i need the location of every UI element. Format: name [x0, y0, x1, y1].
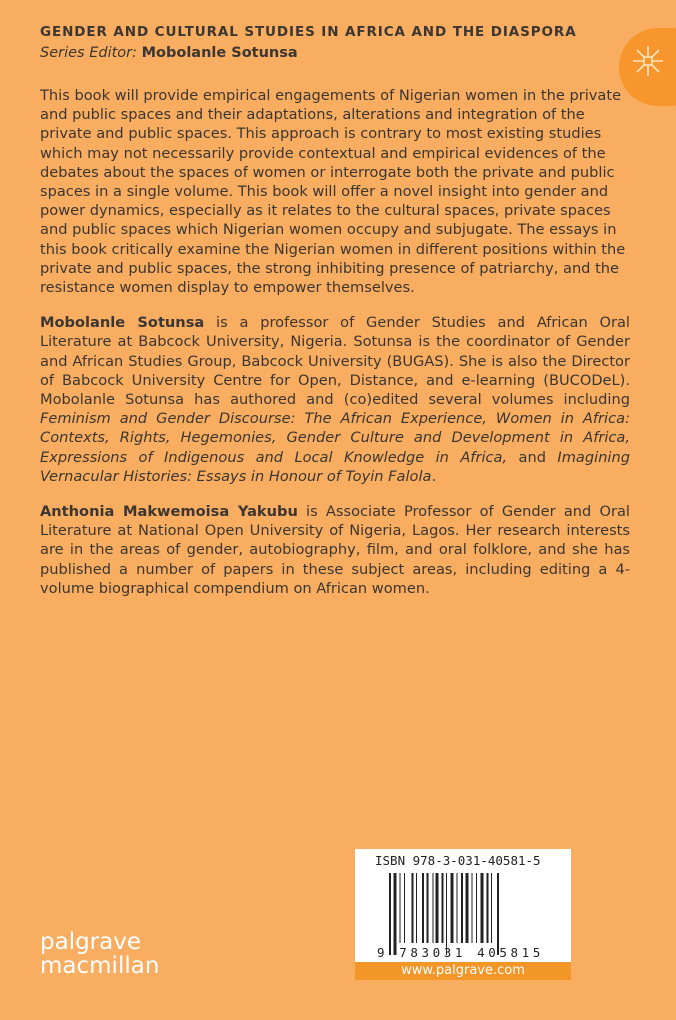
publisher-url[interactable]: www.palgrave.com — [355, 962, 571, 980]
palgrave-star-icon — [631, 44, 665, 78]
series-editor-name: Mobolanle Sotunsa — [141, 45, 298, 61]
barcode-bar — [422, 873, 424, 943]
conj: and — [507, 448, 558, 466]
bio-text: is a professor of Gender Studies and African Oral Literature at Babcock University, Nigeria. Sotunsa is the coordinator of Gender and African Studies Group, Babcock University (BUGAS). She is also the Director of Babcock University Centre for Open, Distance, and e-learning (BUCODeL). Mobolanle Sotunsa has authored and (co)edited several volumes including — [40, 314, 630, 409]
description: This book will provide empirical engagements of Nigerian women in the private and public spaces and their adaptations, alterations and integration of the private and public spaces. This approach is contrary to most existing studies which may not necessarily provide contextual and empirical evidences of the debates about the spaces of women or interrogate both the private and public spaces in a single volume. This book will offer a novel insight into gender and power dynamics, especially as it relates to the cultural spaces, private spaces and public spaces which Nigerian women occupy and subjugate. The essays in this book critically examine the Nigerian women in different positions within the private and public spaces, the strong inhibiting presence of patriarchy, and the resistance women display to empower themselves. — [40, 87, 626, 297]
bio-sotunsa — [40, 313, 630, 486]
bio-text: is Associate Professor of Gender and Oral Literature at National Open University of Nigeria, Lagos. Her research interests are in the areas of gender, autobiography, film, and oral folklore, and she has published a number of papers in these subject areas, including editing a 4-volume biographical compendium on African women. — [40, 503, 630, 597]
publisher-logo — [40, 930, 159, 978]
logo-palgrave: palgrave — [40, 929, 141, 955]
barcode-bar — [427, 873, 429, 943]
barcode-bar — [481, 873, 484, 943]
barcode-bar — [491, 873, 492, 943]
barcode-bar — [389, 873, 391, 955]
barcode-bar — [497, 873, 499, 955]
barcode-bar — [394, 873, 397, 955]
author-name: Mobolanle Sotunsa — [40, 314, 205, 332]
barcode-bar — [451, 873, 454, 943]
back-cover-text — [40, 86, 630, 614]
barcode-bar — [461, 873, 463, 943]
barcode-bar — [457, 873, 458, 943]
series-editor — [40, 45, 298, 61]
end: . — [431, 467, 437, 485]
barcode-bar — [400, 873, 401, 943]
barcode-digits: 9 783031 405815 — [377, 945, 544, 960]
series-title: GENDER AND CULTURAL STUDIES IN AFRICA AND THE DIASPORA — [40, 24, 577, 40]
barcode-bar — [416, 873, 417, 943]
series-editor-label: Series Editor: — [40, 45, 137, 61]
barcode-box — [355, 849, 571, 980]
barcode-bar — [433, 873, 434, 943]
author-name: Anthonia Makwemoisa Yakubu — [40, 503, 298, 521]
logo-macmillan: macmillan — [40, 953, 160, 979]
barcode-bar — [472, 873, 473, 943]
barcode-bar — [412, 873, 414, 943]
barcode-bar — [446, 873, 447, 955]
barcode-bar — [442, 873, 444, 943]
barcode-bar — [404, 873, 405, 943]
works: Feminism and Gender Discourse: The African Experience, Women in Africa: Contexts, Rights, Hegemonies, Gender Culture and Development in Africa, Expressions of Indigenous and Local Knowledge in Africa, — [40, 410, 630, 466]
last-work: Imagining Vernacular Histories: Essays in Honour of Toyin Falola — [40, 448, 631, 485]
barcode-bar — [466, 873, 469, 943]
barcode-bar — [436, 873, 439, 943]
bio-yakubu — [40, 502, 630, 598]
barcode-bar — [476, 873, 477, 943]
isbn: ISBN 978-3-031-40581-5 — [375, 853, 541, 868]
barcode-bar — [487, 873, 489, 943]
